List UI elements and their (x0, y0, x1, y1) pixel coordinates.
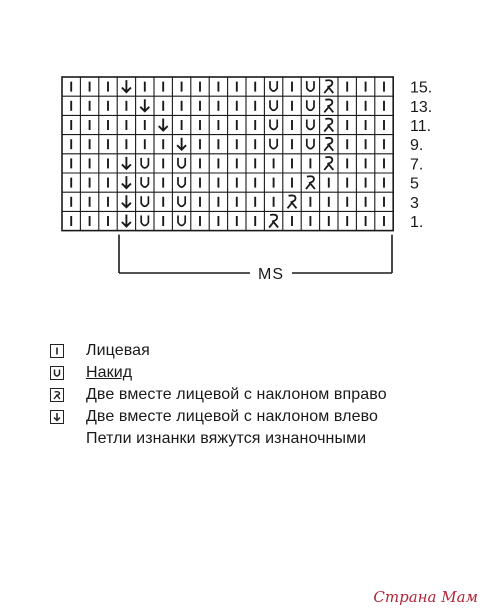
k2tog-right-stitch (288, 195, 297, 208)
k2tog-right-stitch (324, 80, 333, 93)
yarn-over-stitch (307, 81, 314, 91)
k2tog-right-stitch (324, 99, 333, 112)
yarn-over-stitch (307, 120, 314, 130)
row-number-label: 15. (410, 79, 433, 97)
yarn-over-stitch (270, 120, 277, 130)
row-number-label: 3 (410, 194, 419, 212)
k2tog-left-stitch (122, 176, 131, 188)
row-number-label: 5 (410, 175, 419, 193)
legend-item-yarn-over (50, 362, 387, 384)
k2tog-left-stitch (177, 138, 186, 150)
k2tog-left-stitch (122, 80, 131, 92)
legend-item-purl-note (50, 428, 387, 450)
yarn-over-stitch (141, 158, 148, 168)
yarn-over-stitch (270, 139, 277, 149)
ms-label: MS (258, 266, 284, 283)
legend-item-knit (50, 340, 387, 362)
yarn-over-stitch (141, 196, 148, 206)
yarn-over-stitch (178, 158, 185, 168)
yarn-over-stitch (178, 216, 185, 226)
legend-label-yarn-over: Накид (86, 364, 133, 381)
k2tog-left-icon (50, 410, 64, 424)
yarn-over-stitch (307, 139, 314, 149)
k2tog-right-stitch (306, 176, 315, 189)
legend (50, 340, 387, 450)
legend-item-k2tog-right (50, 384, 387, 406)
row-number-label: 1. (410, 214, 424, 231)
k2tog-right-stitch (324, 119, 333, 132)
watermark: Страна Мам (373, 588, 478, 606)
yarn-over-stitch (178, 196, 185, 206)
knit-icon (50, 344, 64, 358)
k2tog-right-stitch (324, 138, 333, 151)
legend-label-k2tog-right: Две вместе лицевой с наклоном вправо (86, 386, 387, 403)
legend-label-knit: Лицевая (86, 342, 150, 359)
yarn-over-stitch (270, 81, 277, 91)
row-number-label: 7. (410, 156, 424, 174)
row-number-label: 13. (410, 98, 433, 116)
chart-grid (62, 77, 393, 231)
ms-bracket (119, 235, 392, 283)
legend-label-k2tog-left: Две вместе лицевой с наклоном влево (86, 408, 379, 425)
k2tog-right-stitch (324, 157, 333, 170)
k2tog-left-stitch (140, 99, 149, 111)
yarn-over-stitch (178, 177, 185, 187)
yarn-over-icon (50, 366, 64, 380)
yarn-over-stitch (141, 216, 148, 226)
legend-label-purl-note: Петли изнанки вяжутся изнаночными (86, 430, 367, 447)
k2tog-left-stitch (122, 195, 131, 207)
k2tog-right-icon (50, 388, 64, 402)
yarn-over-stitch (307, 100, 314, 110)
k2tog-right-stitch (269, 215, 278, 228)
k2tog-left-stitch (159, 119, 168, 131)
yarn-over-stitch (141, 177, 148, 187)
yarn-over-stitch (270, 100, 277, 110)
row-number-label: 11. (410, 118, 432, 135)
k2tog-left-stitch (122, 215, 131, 227)
k2tog-left-stitch (122, 157, 131, 169)
legend-item-k2tog-left (50, 406, 387, 428)
row-number-label: 9. (410, 137, 424, 155)
